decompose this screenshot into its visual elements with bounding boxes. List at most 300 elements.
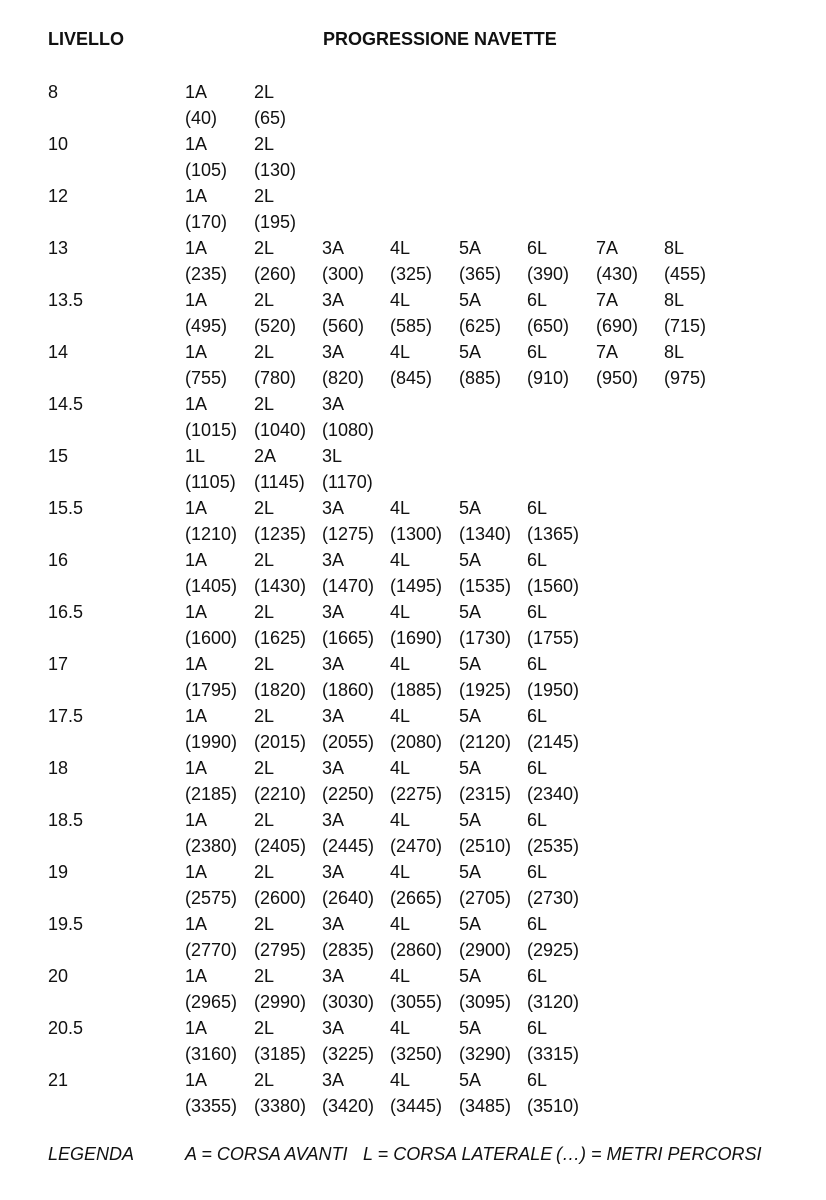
shuttle-meters: (2185) xyxy=(185,784,238,804)
shuttle-cell xyxy=(390,807,460,859)
shuttle-code: 7A xyxy=(596,238,619,258)
shuttle-code: 4L xyxy=(390,654,411,674)
shuttle-code: 2L xyxy=(254,238,275,258)
shuttle-cell xyxy=(390,963,460,1015)
shuttle-cell xyxy=(390,1015,460,1067)
shuttle-meters: (625) xyxy=(459,316,502,336)
shuttle-cell xyxy=(390,339,460,391)
table-row xyxy=(0,963,826,1015)
shuttle-code: 4L xyxy=(390,914,411,934)
shuttle-cell xyxy=(254,287,324,339)
shuttle-code: 6L xyxy=(527,810,548,830)
level-value: 17.5 xyxy=(48,706,84,726)
shuttle-cell xyxy=(254,1015,324,1067)
table-row xyxy=(0,443,826,495)
shuttle-code: 1A xyxy=(185,238,208,258)
level-column-header: LIVELLO xyxy=(48,29,124,49)
shuttle-code: 6L xyxy=(527,966,548,986)
shuttle-code: 6L xyxy=(527,914,548,934)
shuttle-code: 5A xyxy=(459,1018,482,1038)
shuttle-meters: (2380) xyxy=(185,836,238,856)
level-value: 15 xyxy=(48,446,69,466)
shuttle-cell xyxy=(527,287,597,339)
shuttle-code: 6L xyxy=(527,498,548,518)
shuttle-code: 5A xyxy=(459,550,482,570)
table-row xyxy=(0,755,826,807)
shuttle-meters: (1430) xyxy=(254,576,307,596)
shuttle-meters: (885) xyxy=(459,368,502,388)
shuttle-code: 8L xyxy=(664,238,685,258)
shuttle-code: 5A xyxy=(459,290,482,310)
shuttle-meters: (3095) xyxy=(459,992,512,1012)
shuttle-cell xyxy=(322,235,392,287)
shuttle-cell xyxy=(185,963,255,1015)
shuttle-cell xyxy=(459,963,529,1015)
shuttle-cell xyxy=(254,79,324,131)
shuttle-cell xyxy=(390,703,460,755)
shuttle-meters: (1470) xyxy=(322,576,375,596)
shuttle-cell xyxy=(527,495,597,547)
table-row xyxy=(0,79,826,131)
shuttle-cell xyxy=(185,443,255,495)
shuttle-meters: (1300) xyxy=(390,524,443,544)
table-row xyxy=(0,1015,826,1067)
shuttle-meters: (170) xyxy=(185,212,228,232)
level-value: 12 xyxy=(48,186,69,206)
shuttle-cell xyxy=(185,183,255,235)
shuttle-cell xyxy=(185,391,255,443)
shuttle-cell xyxy=(185,1067,255,1119)
shuttle-cell xyxy=(322,911,392,963)
shuttle-cell xyxy=(390,495,460,547)
level-value: 17 xyxy=(48,654,69,674)
level-value: 19 xyxy=(48,862,69,882)
table-row xyxy=(0,911,826,963)
shuttle-code: 2L xyxy=(254,810,275,830)
shuttle-code: 4L xyxy=(390,602,411,622)
shuttle-cell xyxy=(254,235,324,287)
shuttle-cell xyxy=(459,599,529,651)
shuttle-code: 5A xyxy=(459,238,482,258)
shuttle-code: 3A xyxy=(322,1070,345,1090)
table-row xyxy=(0,547,826,599)
shuttle-meters: (2250) xyxy=(322,784,375,804)
shuttle-code: 3A xyxy=(322,550,345,570)
shuttle-cell xyxy=(459,287,529,339)
shuttle-code: 2L xyxy=(254,1070,275,1090)
table-row xyxy=(0,703,826,755)
shuttle-code: 2L xyxy=(254,290,275,310)
shuttle-code: 1A xyxy=(185,706,208,726)
legend-meters-run: (…) = METRI PERCORSI xyxy=(556,1144,762,1164)
shuttle-cell xyxy=(527,547,597,599)
shuttle-meters: (3315) xyxy=(527,1044,580,1064)
shuttle-cell xyxy=(390,235,460,287)
shuttle-code: 1A xyxy=(185,602,208,622)
shuttle-meters: (3380) xyxy=(254,1096,307,1116)
shuttle-cell xyxy=(254,339,324,391)
shuttle-code: 4L xyxy=(390,342,411,362)
shuttle-code: 2L xyxy=(254,394,275,414)
shuttle-cell xyxy=(185,651,255,703)
shuttle-code: 3L xyxy=(322,446,343,466)
shuttle-meters: (2705) xyxy=(459,888,512,908)
shuttle-meters: (975) xyxy=(664,368,707,388)
shuttle-code: 3A xyxy=(322,290,345,310)
shuttle-meters: (1015) xyxy=(185,420,238,440)
shuttle-cell xyxy=(185,859,255,911)
shuttle-meters: (105) xyxy=(185,160,228,180)
shuttle-meters: (1080) xyxy=(322,420,375,440)
shuttle-meters: (2055) xyxy=(322,732,375,752)
shuttle-cell xyxy=(527,339,597,391)
shuttle-code: 1A xyxy=(185,498,208,518)
level-value: 19.5 xyxy=(48,914,84,934)
shuttle-code: 4L xyxy=(390,1018,411,1038)
level-value: 21 xyxy=(48,1070,69,1090)
shuttle-cell xyxy=(322,339,392,391)
shuttle-code: 4L xyxy=(390,238,411,258)
shuttle-meters: (1340) xyxy=(459,524,512,544)
shuttle-meters: (715) xyxy=(664,316,707,336)
shuttle-cell xyxy=(527,963,597,1015)
shuttle-meters: (1040) xyxy=(254,420,307,440)
shuttle-meters: (2860) xyxy=(390,940,443,960)
shuttle-cell xyxy=(185,79,255,131)
shuttle-meters: (1105) xyxy=(185,472,236,492)
shuttle-cell xyxy=(390,599,460,651)
level-value: 10 xyxy=(48,134,69,154)
shuttle-cell xyxy=(390,755,460,807)
shuttle-code: 2L xyxy=(254,758,275,778)
shuttle-cell xyxy=(254,495,324,547)
shuttle-code: 2L xyxy=(254,654,275,674)
table-row xyxy=(0,1067,826,1119)
shuttle-meters: (455) xyxy=(664,264,707,284)
shuttle-cell xyxy=(390,911,460,963)
shuttle-code: 5A xyxy=(459,654,482,674)
shuttle-meters: (130) xyxy=(254,160,297,180)
shuttle-meters: (2990) xyxy=(254,992,307,1012)
shuttle-code: 3A xyxy=(322,394,345,414)
shuttle-cell xyxy=(459,807,529,859)
shuttle-cell xyxy=(459,339,529,391)
table-row xyxy=(0,391,826,443)
shuttle-meters: (1365) xyxy=(527,524,580,544)
shuttle-meters: (755) xyxy=(185,368,228,388)
level-value: 15.5 xyxy=(48,498,84,518)
shuttle-meters: (300) xyxy=(322,264,365,284)
shuttle-meters: (2965) xyxy=(185,992,238,1012)
shuttle-code: 5A xyxy=(459,342,482,362)
level-value: 16 xyxy=(48,550,69,570)
shuttle-code: 4L xyxy=(390,862,411,882)
shuttle-cell xyxy=(664,339,734,391)
shuttle-meters: (3510) xyxy=(527,1096,580,1116)
shuttle-cell xyxy=(459,1015,529,1067)
shuttle-cell xyxy=(185,547,255,599)
shuttle-code: 1A xyxy=(185,186,208,206)
shuttle-meters: (2210) xyxy=(254,784,307,804)
shuttle-code: 2L xyxy=(254,550,275,570)
shuttle-cell xyxy=(322,963,392,1015)
page-title: PROGRESSIONE NAVETTE xyxy=(323,29,557,49)
shuttle-cell xyxy=(185,1015,255,1067)
shuttle-meters: (40) xyxy=(185,108,218,128)
shuttle-meters: (585) xyxy=(390,316,433,336)
shuttle-cell xyxy=(390,1067,460,1119)
shuttle-code: 4L xyxy=(390,758,411,778)
shuttle-cell xyxy=(459,495,529,547)
shuttle-meters: (2925) xyxy=(527,940,580,960)
shuttle-code: 1A xyxy=(185,810,208,830)
shuttle-meters: (1690) xyxy=(390,628,443,648)
level-value: 18 xyxy=(48,758,69,778)
shuttle-cell xyxy=(185,911,255,963)
shuttle-meters: (3225) xyxy=(322,1044,375,1064)
shuttle-cell xyxy=(322,443,392,495)
shuttle-meters: (1820) xyxy=(254,680,307,700)
legend-lateral-run: L = CORSA LATERALE xyxy=(363,1144,553,1164)
shuttle-cell xyxy=(322,547,392,599)
shuttle-cell xyxy=(254,703,324,755)
shuttle-code: 5A xyxy=(459,914,482,934)
shuttle-cell xyxy=(527,1015,597,1067)
shuttle-meters: (3055) xyxy=(390,992,443,1012)
shuttle-code: 6L xyxy=(527,602,548,622)
shuttle-code: 3A xyxy=(322,602,345,622)
shuttle-code: 5A xyxy=(459,602,482,622)
shuttle-cell xyxy=(527,859,597,911)
level-value: 13 xyxy=(48,238,69,258)
shuttle-code: 1A xyxy=(185,914,208,934)
shuttle-cell xyxy=(596,235,666,287)
shuttle-meters: (365) xyxy=(459,264,502,284)
shuttle-meters: (2340) xyxy=(527,784,580,804)
shuttle-code: 3A xyxy=(322,238,345,258)
shuttle-cell xyxy=(254,131,324,183)
shuttle-code: 3A xyxy=(322,498,345,518)
shuttle-code: 2L xyxy=(254,706,275,726)
shuttle-meters: (2315) xyxy=(459,784,512,804)
shuttle-code: 6L xyxy=(527,342,548,362)
shuttle-code: 5A xyxy=(459,498,482,518)
shuttle-cell xyxy=(322,287,392,339)
progression-table xyxy=(0,79,826,1119)
shuttle-cell xyxy=(185,703,255,755)
shuttle-meters: (520) xyxy=(254,316,297,336)
shuttle-code: 3A xyxy=(322,914,345,934)
shuttle-meters: (1600) xyxy=(185,628,238,648)
shuttle-code: 1A xyxy=(185,1018,208,1038)
shuttle-meters: (1950) xyxy=(527,680,580,700)
level-value: 18.5 xyxy=(48,810,84,830)
shuttle-cell xyxy=(664,287,734,339)
shuttle-code: 6L xyxy=(527,758,548,778)
shuttle-meters: (950) xyxy=(596,368,639,388)
shuttle-meters: (3185) xyxy=(254,1044,307,1064)
table-row xyxy=(0,235,826,287)
shuttle-meters: (430) xyxy=(596,264,639,284)
shuttle-code: 6L xyxy=(527,706,548,726)
shuttle-cell xyxy=(322,859,392,911)
shuttle-meters: (2080) xyxy=(390,732,443,752)
shuttle-meters: (1730) xyxy=(459,628,512,648)
shuttle-cell xyxy=(185,495,255,547)
shuttle-meters: (2275) xyxy=(390,784,443,804)
shuttle-code: 4L xyxy=(390,1070,411,1090)
table-row xyxy=(0,495,826,547)
shuttle-code: 2L xyxy=(254,914,275,934)
shuttle-cell xyxy=(322,599,392,651)
table-row xyxy=(0,807,826,859)
shuttle-meters: (780) xyxy=(254,368,297,388)
shuttle-meters: (2120) xyxy=(459,732,512,752)
shuttle-meters: (260) xyxy=(254,264,297,284)
shuttle-meters: (235) xyxy=(185,264,228,284)
shuttle-cell xyxy=(596,287,666,339)
shuttle-cell xyxy=(459,1067,529,1119)
shuttle-code: 5A xyxy=(459,810,482,830)
shuttle-meters: (1405) xyxy=(185,576,238,596)
shuttle-meters: (1235) xyxy=(254,524,307,544)
shuttle-meters: (2795) xyxy=(254,940,307,960)
shuttle-cell xyxy=(390,859,460,911)
table-row xyxy=(0,599,826,651)
shuttle-cell xyxy=(322,703,392,755)
shuttle-cell xyxy=(254,183,324,235)
shuttle-cell xyxy=(596,339,666,391)
shuttle-meters: (2445) xyxy=(322,836,375,856)
shuttle-meters: (1535) xyxy=(459,576,512,596)
shuttle-meters: (2665) xyxy=(390,888,443,908)
shuttle-code: 2A xyxy=(254,446,277,466)
shuttle-meters: (1495) xyxy=(390,576,443,596)
shuttle-cell xyxy=(185,287,255,339)
shuttle-code: 3A xyxy=(322,706,345,726)
shuttle-cell xyxy=(254,755,324,807)
shuttle-meters: (3420) xyxy=(322,1096,375,1116)
shuttle-code: 3A xyxy=(322,654,345,674)
shuttle-cell xyxy=(459,547,529,599)
shuttle-cell xyxy=(664,235,734,287)
shuttle-meters: (3030) xyxy=(322,992,375,1012)
shuttle-cell xyxy=(459,911,529,963)
shuttle-cell xyxy=(185,807,255,859)
shuttle-meters: (910) xyxy=(527,368,570,388)
shuttle-meters: (495) xyxy=(185,316,228,336)
shuttle-code: 8L xyxy=(664,342,685,362)
shuttle-code: 3A xyxy=(322,810,345,830)
shuttle-meters: (1275) xyxy=(322,524,375,544)
shuttle-cell xyxy=(459,651,529,703)
shuttle-cell xyxy=(322,1015,392,1067)
shuttle-cell xyxy=(390,651,460,703)
shuttle-code: 2L xyxy=(254,498,275,518)
shuttle-code: 1A xyxy=(185,654,208,674)
shuttle-meters: (2835) xyxy=(322,940,375,960)
legend-label: LEGENDA xyxy=(48,1144,135,1164)
shuttle-cell xyxy=(322,755,392,807)
shuttle-code: 4L xyxy=(390,966,411,986)
shuttle-meters: (2535) xyxy=(527,836,580,856)
shuttle-cell xyxy=(254,599,324,651)
shuttle-cell xyxy=(185,599,255,651)
shuttle-cell xyxy=(254,443,324,495)
shuttle-code: 4L xyxy=(390,810,411,830)
table-row xyxy=(0,339,826,391)
shuttle-code: 5A xyxy=(459,966,482,986)
shuttle-code: 6L xyxy=(527,290,548,310)
shuttle-meters: (2015) xyxy=(254,732,307,752)
shuttle-code: 3A xyxy=(322,966,345,986)
shuttle-meters: (2730) xyxy=(527,888,580,908)
level-value: 20.5 xyxy=(48,1018,84,1038)
shuttle-meters: (690) xyxy=(596,316,639,336)
table-row xyxy=(0,183,826,235)
shuttle-cell xyxy=(254,807,324,859)
shuttle-code: 3A xyxy=(322,1018,345,1038)
shuttle-cell xyxy=(527,911,597,963)
shuttle-meters: (325) xyxy=(390,264,433,284)
shuttle-meters: (2770) xyxy=(185,940,238,960)
shuttle-meters: (1560) xyxy=(527,576,580,596)
table-row xyxy=(0,131,826,183)
shuttle-code: 7A xyxy=(596,342,619,362)
shuttle-code: 2L xyxy=(254,342,275,362)
shuttle-meters: (3160) xyxy=(185,1044,238,1064)
shuttle-meters: (1925) xyxy=(459,680,512,700)
shuttle-meters: (1145) xyxy=(254,472,305,492)
shuttle-code: 6L xyxy=(527,238,548,258)
shuttle-cell xyxy=(254,1067,324,1119)
table-row xyxy=(0,651,826,703)
shuttle-cell xyxy=(185,755,255,807)
level-value: 14.5 xyxy=(48,394,84,414)
shuttle-cell xyxy=(322,1067,392,1119)
shuttle-code: 8L xyxy=(664,290,685,310)
shuttle-code: 2L xyxy=(254,602,275,622)
shuttle-code: 1A xyxy=(185,134,208,154)
shuttle-meters: (1755) xyxy=(527,628,580,648)
shuttle-meters: (3120) xyxy=(527,992,580,1012)
level-value: 14 xyxy=(48,342,69,362)
shuttle-cell xyxy=(254,391,324,443)
shuttle-code: 6L xyxy=(527,1070,548,1090)
shuttle-code: 2L xyxy=(254,82,275,102)
shuttle-code: 6L xyxy=(527,1018,548,1038)
shuttle-code: 1A xyxy=(185,342,208,362)
shuttle-meters: (650) xyxy=(527,316,570,336)
shuttle-cell xyxy=(322,495,392,547)
shuttle-code: 3A xyxy=(322,862,345,882)
shuttle-cell xyxy=(185,235,255,287)
shuttle-cell xyxy=(254,911,324,963)
shuttle-meters: (1170) xyxy=(322,472,373,492)
shuttle-code: 5A xyxy=(459,758,482,778)
shuttle-code: 2L xyxy=(254,1018,275,1038)
shuttle-cell xyxy=(322,651,392,703)
shuttle-code: 7A xyxy=(596,290,619,310)
shuttle-cell xyxy=(185,131,255,183)
shuttle-cell xyxy=(322,391,392,443)
shuttle-meters: (820) xyxy=(322,368,365,388)
shuttle-cell xyxy=(527,1067,597,1119)
shuttle-code: 1A xyxy=(185,758,208,778)
shuttle-meters: (195) xyxy=(254,212,297,232)
shuttle-code: 1A xyxy=(185,82,208,102)
shuttle-meters: (1795) xyxy=(185,680,238,700)
